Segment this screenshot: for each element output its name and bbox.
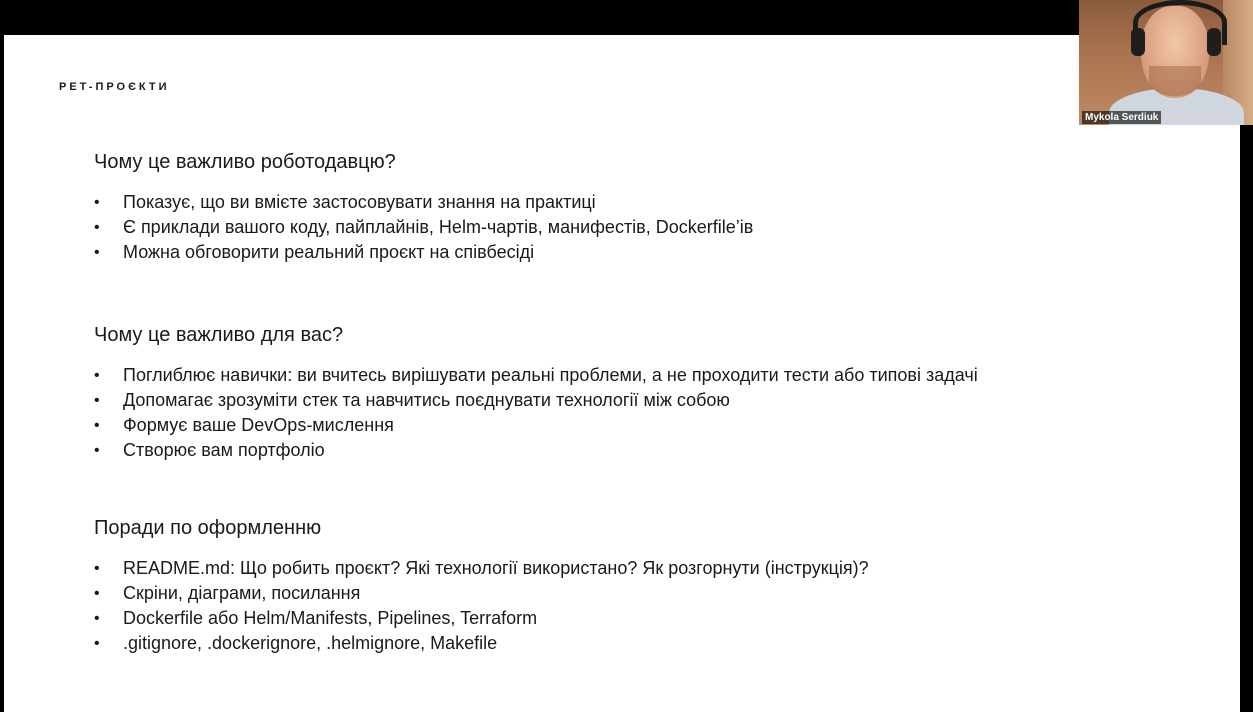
list-item xyxy=(94,240,1154,265)
list-item-text: Формує ваше DevOps-мислення xyxy=(123,415,394,435)
bullet-icon: • xyxy=(94,610,100,627)
section-formatting-tips xyxy=(94,516,1154,656)
bullet-icon: • xyxy=(94,560,100,577)
list-item-text: Скріни, діаграми, посилання xyxy=(123,583,361,603)
bullet-list xyxy=(94,363,1154,463)
list-item xyxy=(94,556,1154,581)
bullet-icon: • xyxy=(94,442,100,459)
headphone-ear-cup-right xyxy=(1207,28,1221,56)
section-heading: Чому це важливо роботодавцю? xyxy=(94,151,396,173)
presentation-slide xyxy=(4,35,1240,712)
list-item-text: Поглиблює навички: ви вчитесь вирішувати реальні проблеми, а не проходити тести або типові задачі xyxy=(123,365,978,385)
section-employer-importance xyxy=(94,150,1154,265)
bullet-icon: • xyxy=(94,392,100,409)
bullet-icon: • xyxy=(94,417,100,434)
bullet-icon: • xyxy=(94,244,100,261)
bullet-list xyxy=(94,556,1154,656)
headphone-ear-cup-left xyxy=(1131,28,1145,56)
list-item xyxy=(94,606,1154,631)
slide-section-tag: PET-ПРОЄКТИ xyxy=(59,81,170,93)
list-item xyxy=(94,438,1154,463)
bullet-icon: • xyxy=(94,585,100,602)
bullet-icon: • xyxy=(94,219,100,236)
list-item-text: Можна обговорити реальний проєкт на співбесіді xyxy=(123,242,535,262)
list-item xyxy=(94,190,1154,215)
list-item-text: README.md: Що робить проєкт? Які технології використано? Як розгорнути (інструкція)? xyxy=(123,558,869,578)
list-item xyxy=(94,215,1154,240)
bullet-icon: • xyxy=(94,367,100,384)
list-item xyxy=(94,388,1154,413)
participant-beard xyxy=(1149,66,1201,96)
participant-name-label: Mykola Serdiuk xyxy=(1082,111,1161,124)
bullet-icon: • xyxy=(94,194,100,211)
list-item-text: Показує, що ви вмієте застосовувати знання на практиці xyxy=(123,192,596,212)
bullet-list xyxy=(94,190,1154,265)
list-item-text: Допомагає зрозуміти стек та навчитись поєднувати технології між собою xyxy=(123,390,730,410)
list-item-text: .gitignore, .dockerignore, .helmignore, Makefile xyxy=(123,633,498,653)
section-heading: Поради по оформленню xyxy=(94,517,322,539)
list-item xyxy=(94,413,1154,438)
section-personal-importance xyxy=(94,323,1154,463)
list-item-text: Dockerfile або Helm/Manifests, Pipelines, Terraform xyxy=(123,608,538,628)
bullet-icon: • xyxy=(94,635,100,652)
list-item-text: Створює вам портфоліо xyxy=(123,440,325,460)
participant-video-tile[interactable] xyxy=(1079,0,1253,125)
list-item xyxy=(94,631,1154,656)
list-item xyxy=(94,581,1154,606)
list-item xyxy=(94,363,1154,388)
list-item-text: Є приклади вашого коду, пайплайнів, Helm-чартів, манифестів, Dockerfile’ів xyxy=(123,217,754,237)
section-heading: Чому це важливо для вас? xyxy=(94,324,344,346)
